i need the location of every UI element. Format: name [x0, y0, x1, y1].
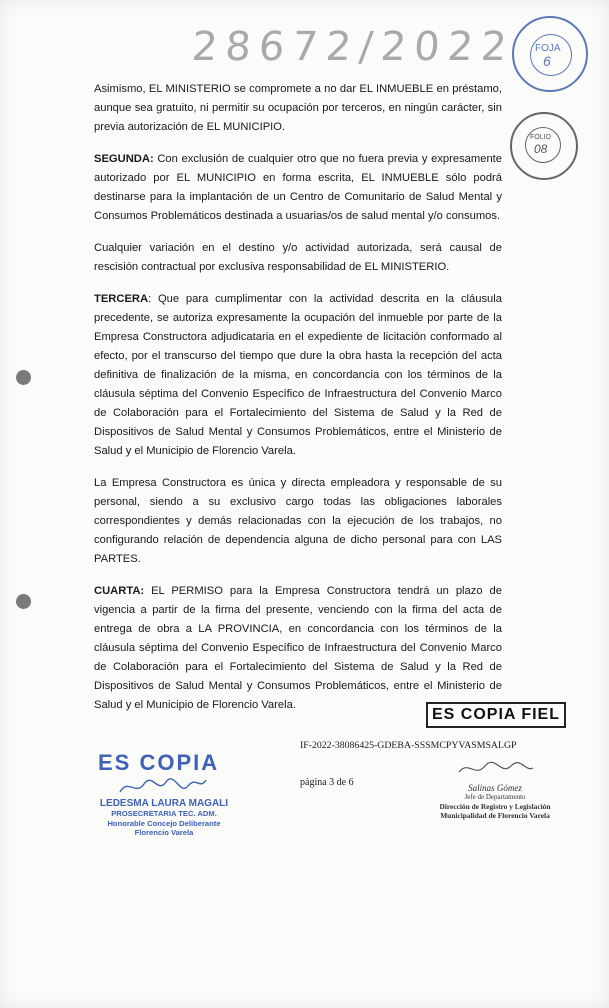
signature-block-right — [430, 760, 560, 820]
clause-segunda — [94, 150, 502, 226]
signature-block-left — [94, 750, 234, 838]
document-body — [94, 80, 502, 728]
clause-heading: TERCERA — [94, 293, 149, 305]
signature-scribble-icon — [455, 760, 535, 778]
clause-text: Con exclusión de cualquier otro que no fuera previa y expresamente autorizado por EL MUNICIPIO en forma escrita, EL INMUEBLE sólo podrá destinarse para la implantación de un Centro de Comunitario de Salud Mental y Consumos Problemáticos destinada a usuarias/os de salud mental y/o consumos. — [94, 153, 502, 222]
document-id-code: IF-2022-38086425-GDEBA-SSSMCPYVASMSALGP — [300, 740, 517, 751]
copia-fiel-stamp: ES COPIA FIEL — [426, 702, 566, 728]
foja-stamp — [512, 16, 588, 92]
paragraph-prestamo: Asimismo, EL MINISTERIO se compromete a no dar EL INMUEBLE en préstamo, aunque sea gratuito, ni permitir su ocupación por terceros, en ningún carácter, sin previa autorización de EL MUNICIPIO. — [94, 83, 502, 133]
signer-office: Dirección de Registro y Legislación — [439, 802, 551, 811]
clause-heading: CUARTA: — [94, 585, 145, 597]
clause-heading: SEGUNDA: — [94, 153, 154, 165]
page-number: página 3 de 6 — [300, 777, 354, 788]
signer-institution: Honorable Concejo Deliberante — [107, 818, 221, 828]
foja-stamp-inner-ring — [530, 34, 572, 76]
signer-position: Jefe de Departamento — [464, 793, 526, 801]
signer-city: Florencio Varela — [134, 828, 194, 837]
es-copia-stamp: ES COPIA — [98, 750, 220, 775]
binder-hole — [16, 370, 31, 385]
signer-institution: Municipalidad de Florencio Varela — [440, 811, 550, 820]
paragraph-rescision: Cualquier variación en el destino y/o actividad autorizada, será causal de rescisión contractual por exclusiva responsabilidad de EL MINISTERIO. — [94, 242, 502, 273]
signature-scribble-icon — [118, 776, 208, 798]
signer-role: PROSECRETARIA TEC. ADM. — [111, 809, 217, 818]
folio-number: 08 — [534, 142, 548, 156]
paragraph-empresa: La Empresa Constructora es única y directa empleadora y responsable de su personal, siendo a su exclusivo cargo todas las obligaciones laborales correspondientes y demás relacionadas con la ejecución de los trabajos, no configurando relación de dependencia alguna de dicho personal para con LAS PARTES. — [94, 477, 502, 565]
handwritten-file-number: 28672/2022 — [190, 24, 517, 70]
foja-label: FOJA — [535, 43, 561, 54]
binder-hole — [16, 594, 31, 609]
clause-text: EL PERMISO para la Empresa Constructora tendrá un plazo de vigencia a partir de la firma del presente, venciendo con la firma del acta de entrega de obra a LA PROVINCIA, en concordancia con los términos de la cláusula séptima del Convenio Específico de Infraestructura del Convenio Marco de Colaboración para el Fortalecimiento del Sistema de Salud y la Red de Dispositivos de Salud Mental y Consumos Problemáticos, entre el Ministerio de Salud y el Municipio de Florencio Varela. — [94, 585, 502, 711]
folio-stamp — [510, 112, 578, 180]
signer-name: Salinas Gómez — [468, 783, 522, 793]
folio-label: FOLIO — [530, 134, 552, 141]
clause-tercera — [94, 290, 502, 461]
clause-cuarta — [94, 582, 502, 715]
foja-number: 6 — [543, 53, 551, 69]
signer-name: LEDESMA LAURA MAGALI — [99, 798, 229, 809]
clause-text: : Que para cumplimentar con la actividad descrita en la cláusula precedente, se autoriza expresamente la ocupación del inmueble por parte de la Empresa Constructora adjudicataria en el expediente de licitación conformado al efecto, por el transcurso del tiempo que dure la obra hasta la recepción del acta definitiva de finalización de la misma, en concordancia con los términos de la cláusula séptima del Convenio Específico de Infraestructura del Convenio Marco de Colaboración para el Fortalecimiento del Sistema de Salud y la Red de Dispositivos de Salud Mental y Consumos Problemáticos, entre el Ministerio de Salud y el Municipio de Florencio Varela. — [94, 293, 502, 457]
